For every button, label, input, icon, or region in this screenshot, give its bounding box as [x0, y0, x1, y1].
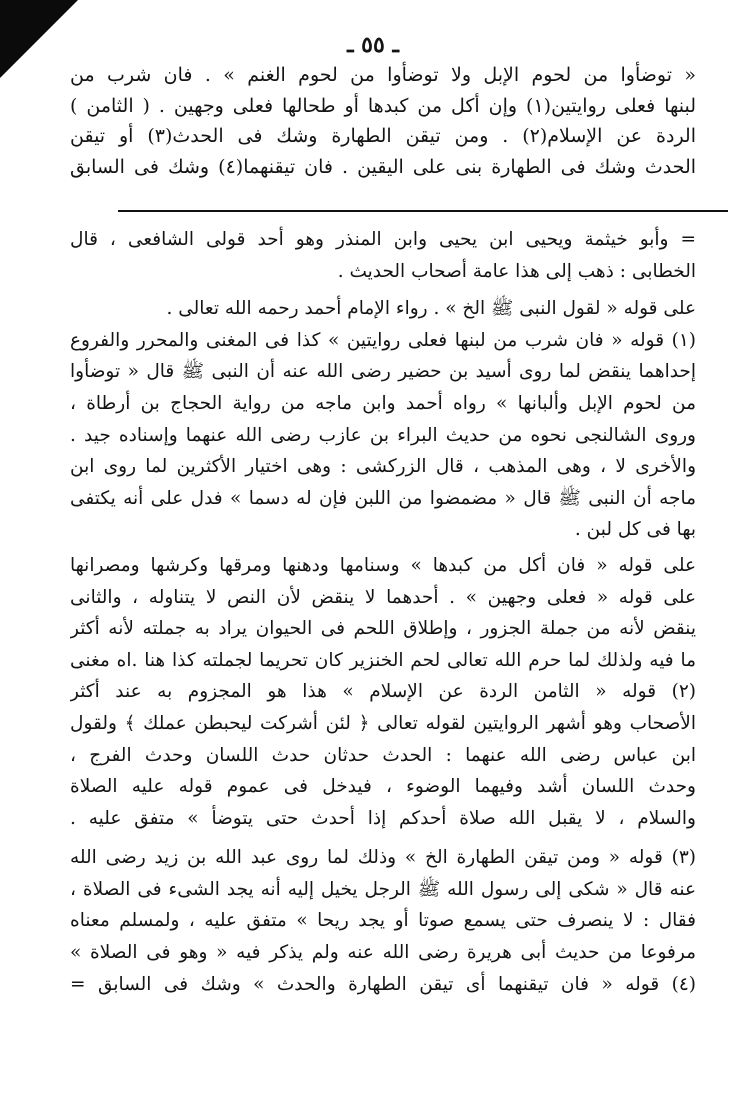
main-line: « توضأوا من لحوم الإبل ولا توضأوا من لحوم الغنم » . فان شرب من	[70, 64, 696, 86]
footnote-line: وحدث اللسان أشد وفيهما الوضوء ، فيدخل فى عموم قوله عليه الصلاة	[70, 776, 696, 798]
footnote-line: من لحوم الإبل وألبانها » رواه أحمد وابن ماجه من رواية الحجاج بن أرطاة ،	[70, 392, 696, 414]
footnote-line: ماجه أن النبى ﷺ قال « مضمضوا من اللبن فإن له دسما » فدل على أنه يكتفى	[70, 487, 696, 509]
main-line: لبنها فعلى روايتين(١) وإن أكل من كبدها أو طحالها فعلى وجهين . ( الثامن )	[70, 94, 696, 117]
footnote-line: وروى الشالنجى نحوه من حديث البراء بن عازب رضى الله عنهما وإسناده جيد .	[70, 424, 696, 446]
footnote-line: (٤) قوله « فان تيقنهما أى تيقن الطهارة والحدث » وشك فى السابق =	[70, 973, 696, 995]
footnote-line: بها فى كل لبن .	[574, 519, 696, 541]
main-line: الحدث وشك فى الطهارة بنى على اليقين . فان تيقنهما(٤) وشك فى السابق	[70, 155, 696, 178]
footnote-line: عنه قال « شكى إلى رسول الله ﷺ الرجل يخيل إليه أنه يجد الشىء فى الصلاة ،	[70, 878, 696, 900]
footnote-line: ينقض لأنه من جملة الجزور ، وإطلاق اللحم فى الحيوان يراد به جملته لأنه أكثر	[70, 618, 696, 640]
main-line: الردة عن الإسلام(٢) . ومن تيقن الطهارة وشك فى الحدث(٣) أو تيقن	[70, 125, 696, 147]
footnote-line: ابن عباس رضى الله عنهما : الحدث حدثان حدث اللسان وحدث الفرج ،	[70, 744, 696, 766]
footnote-line: على قوله « فعلى وجهين » . أحدهما لا ينقض لأن النص لا يتناوله ، والثانى	[70, 586, 696, 608]
footnote-line: والسلام ، لا يقبل الله صلاة أحدكم إذا أحدث حتى يتوضأ » متفق عليه .	[70, 807, 696, 829]
footnote-line: فقال : لا ينصرف حتى يسمع صوتا أو يجد ريحا » متفق عليه ، ولمسلم معناه	[70, 910, 696, 932]
footnote-line: والأخرى لا ، وهى المذهب ، قال الزركشى : وهى اختيار الأكثرين لما روى ابن	[70, 456, 696, 478]
main-text	[70, 60, 696, 182]
footnote-line: ما فيه ولذلك لما حرم الله تعالى لحم الخنزير كان تحريما لجملته كذا هنا .اه مغنى	[70, 649, 696, 671]
page-number: ـ ٥٥ ـ	[347, 32, 399, 58]
footnote-line: الأصحاب وهو أشهر الروايتين لقوله تعالى ﴿ لئن أشركت ليحبطن عملك ﴾ ولقول	[70, 712, 696, 734]
footnote-line: مرفوعا من حديث أبى هريرة رضى الله عنه ولم يذكر فيه « وهو فى الصلاة »	[70, 942, 696, 964]
footnote-line: الخطابى : ذهب إلى هذا عامة أصحاب الحديث .	[337, 260, 696, 282]
footnote-line: (١) قوله « فان شرب من لبنها فعلى روايتين » كذا فى المغنى والمحرر والفروع	[70, 329, 696, 351]
footnotes	[70, 224, 696, 1000]
footnote-line: (٢) قوله « الثامن الردة عن الإسلام » هذا هو المجزوم به عند أكثر	[70, 681, 696, 703]
footnote-line: = وأبو خيثمة ويحيى ابن يحيى وابن المنذر وهو أحد قولى الشافعى ، قال	[70, 229, 696, 250]
footnote-divider	[118, 210, 728, 212]
footnote-line: إحداهما ينقض لما روى أسيد بن حضير رضى الله عنه أن النبى ﷺ قال « توضأوا	[70, 361, 696, 383]
footnote-line: على قوله « فان أكل من كبدها » وسنامها ودهنها ومرقها وكرشها ومصرانها	[70, 554, 696, 576]
footnote-line: على قوله « لقول النبى ﷺ الخ » . رواء الإمام أحمد رحمه الله تعالى .	[166, 298, 696, 320]
footnote-line: (٣) قوله « ومن تيقن الطهارة الخ » وذلك لما روى عبد الله بن زيد رضى الله	[70, 847, 696, 869]
